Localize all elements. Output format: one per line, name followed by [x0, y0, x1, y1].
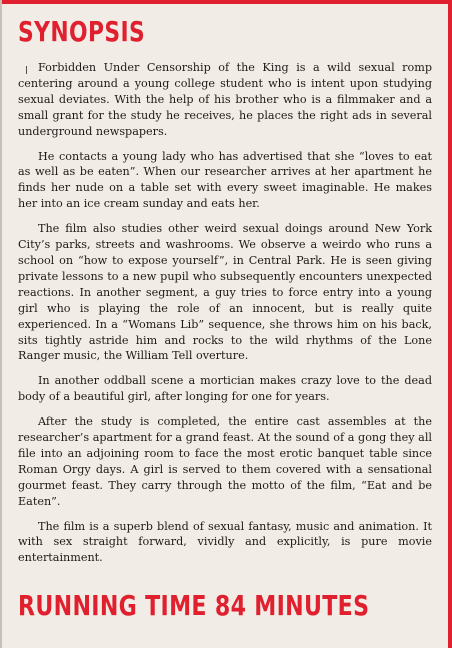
paragraph-6: The film is a superb blend of sexual fantasy, music and animation. It with sex straight forward, vividly and explicitly, is pure movie entertainment.: [18, 519, 432, 565]
top-border: [0, 0, 452, 4]
paragraph-2: He contacts a young lady who has advertised that she “loves to eat as well as be eaten”. When our researcher arrives at her apartment he finds her nude on a table set with every sweet imaginable. He makes her into an ice cream sunday and eats her.: [18, 149, 432, 211]
paragraph-4: In another oddball scene a mortician makes crazy love to the dead body of a beautiful girl, after longing for one for years.: [18, 374, 432, 404]
paragraph-1: Forbidden Under Censorship of the King is a wild sexual romp centering around a young college student who is intent upon studying sexual deviates. With the help of his brother who is a filmmaker and a small grant for the study he receives, he places the right ads in several underground newspapers.: [18, 61, 432, 138]
document-page: [18, 14, 432, 575]
running-time-footer: RUNNING TIME 84 MINUTES: [18, 589, 370, 622]
right-border: [448, 0, 452, 648]
paragraph-3: The film also studies other weird sexual doings around New York City’s parks, streets and washrooms. We observe a weirdo who runs a school on “how to expose yourself”, in Central Park. He is seen giving private lessons to a new pupil who subsequently encounters unexpected reactions. In another segment, a guy tries to force entry into a young girl who is playing the role of an innocent, but is really quite experienced. In a “Womans Lib” sequence, she throws him on his back, sits tightly astride him and rocks to the wild rhythms of the Lone Ranger music, the William Tell overture.: [18, 222, 432, 363]
synopsis-body: [18, 60, 432, 566]
paragraph-5: After the study is completed, the entire cast assembles at the researcher’s apartment for a grand feast. At the sound of a gong they all file into an adjoining room to face the most erotic banquet table since Roman Orgy days. A girl is served to them covered with a sensational gourmet feast. They carry through the motto of the film, “Eat and be Eaten”.: [18, 415, 432, 508]
page-title: SYNOPSIS: [18, 15, 146, 48]
left-edge: [0, 0, 2, 648]
